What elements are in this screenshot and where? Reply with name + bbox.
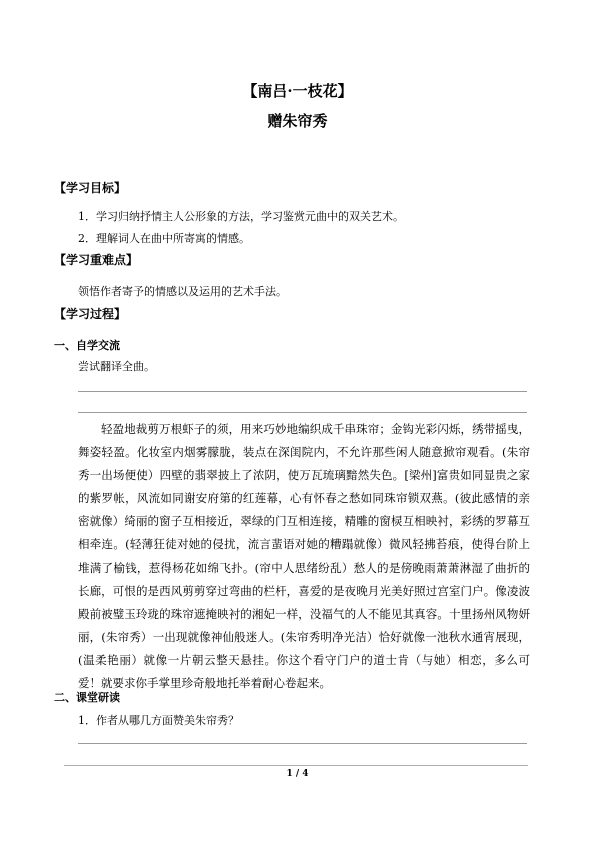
class-study-title: 二、课堂研读 bbox=[54, 691, 120, 704]
footer-rule bbox=[64, 765, 528, 766]
page-subtitle: 赠朱帘秀 bbox=[267, 112, 328, 130]
question-1: 1．作者从哪几方面赞美朱帘秀？ bbox=[78, 714, 239, 727]
self-study-title: 一、自学交流 bbox=[54, 339, 120, 352]
objective-item-2: 2．理解词人在曲中所寄寓的情感。 bbox=[78, 232, 250, 245]
self-study-prompt: 尝试翻译全曲。 bbox=[78, 360, 155, 373]
key-points-heading: 【学习重难点】 bbox=[54, 253, 139, 267]
answer-line bbox=[78, 743, 527, 744]
objective-item-1: 1．学习归纳抒情主人公形象的方法，学习鉴赏元曲中的双关艺术。 bbox=[78, 210, 404, 223]
translation-paragraph: 轻盈地裁剪万根虾子的须，用来巧妙地编织成千串珠帘；金钩光彩闪烁，绣带摇曳，舞姿轻盈。化妆室内烟雾朦胧，装点在深闺院内，不允许那些闲人随意掀帘观看。(朱帘秀一出场便使）四壁的翡翠披上了浓阴，使万瓦琉璃黯然失色。[梁州]富贵如同显贵之家的紫罗帐，风流如同谢安府第的红莲幕，心有怀春之愁如同珠帘锁双燕。(彼此感情的亲密就像）绮丽的窗子互相接近，翠绿的门互相连接，精雕的窗棂互相映衬，彩绣的罗幕互相牵连。(轻薄狂徒对她的侵扰，流言蜚语对她的糟蹋就像）微风轻拂苔痕，使得台阶上堆满了榆钱，惹得杨花如绵飞扑。(帘中人思绪纷乱）愁人的是傍晚雨萧萧淋湿了曲折的长廊，可恨的是西风剪剪穿过弯曲的栏杆，喜爱的是夜晚月光美好照过宫室门户。像凌波殿前被璧玉玲珑的珠帘遮掩映衬的湘妃一样，没福气的人不能见其真容。十里扬州风物妍丽，(朱帘秀）一出现就像神仙般迷人。(朱帘秀明净光洁）恰好就像一池秋水通宵展现，(温柔艳丽）就像一片朝云整天悬挂。你这个看守门户的道士肯（与她）相恋，多么可爱！就要求你手掌里珍奇般地托举着耐心卷起来。 bbox=[78, 422, 530, 691]
page-number: 1 / 4 bbox=[286, 769, 309, 779]
answer-line bbox=[78, 412, 527, 413]
page-title: 【南吕·一枝花】 bbox=[242, 82, 353, 100]
answer-line bbox=[78, 391, 527, 392]
key-points-text: 领悟作者寄予的情感以及运用的艺术手法。 bbox=[78, 285, 287, 298]
objectives-heading: 【学习目标】 bbox=[54, 181, 127, 195]
process-heading: 【学习过程】 bbox=[54, 307, 127, 321]
